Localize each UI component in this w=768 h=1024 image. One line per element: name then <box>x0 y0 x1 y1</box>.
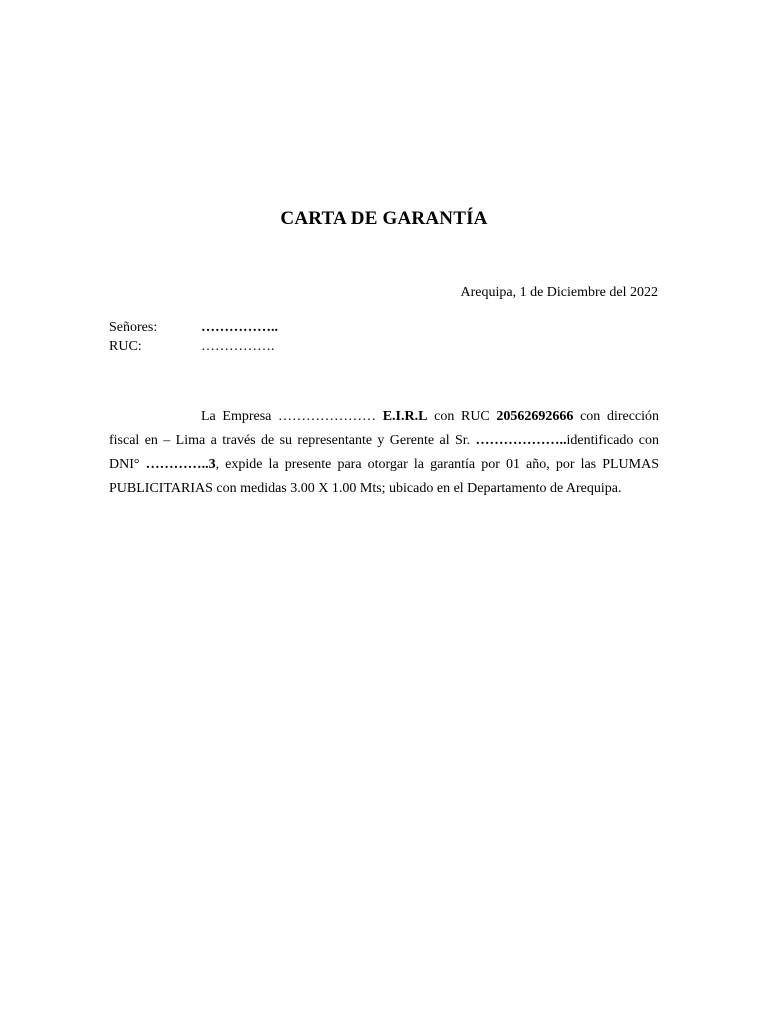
body-guarantee-text: , expide la presente para otorgar la garantía por 01 año, por las PLUMAS PUBLICITARIAS con medidas 3.00 X 1.00 Mts; ubicado en el Departamento de Arequipa. <box>109 457 660 496</box>
ruc-value: ……………. <box>201 339 275 354</box>
body-company-intro: La Empresa ………………… <box>201 409 377 424</box>
ruc-label: RUC: <box>109 339 142 354</box>
body-representative-blank: ……………….. <box>475 433 567 448</box>
guarantee-paragraph <box>109 405 659 501</box>
senores-value: …………….. <box>201 320 278 335</box>
document-title: CARTA DE GARANTÍA <box>280 208 488 229</box>
senores-label: Señores: <box>109 320 158 335</box>
body-ruc-number: 20562692666 <box>496 409 574 424</box>
body-ruc-label: con RUC <box>434 409 490 424</box>
body-dni-blank: …………..3 <box>145 457 216 472</box>
date-line: Arequipa, 1 de Diciembre del 2022 <box>460 285 658 300</box>
body-dni-label: identificado con DNI° <box>109 433 660 472</box>
body-company-suffix: E.I.R.L <box>382 409 428 424</box>
body-address-text: con dirección fiscal en – Lima a través de su representante y Gerente al Sr. <box>109 409 660 448</box>
